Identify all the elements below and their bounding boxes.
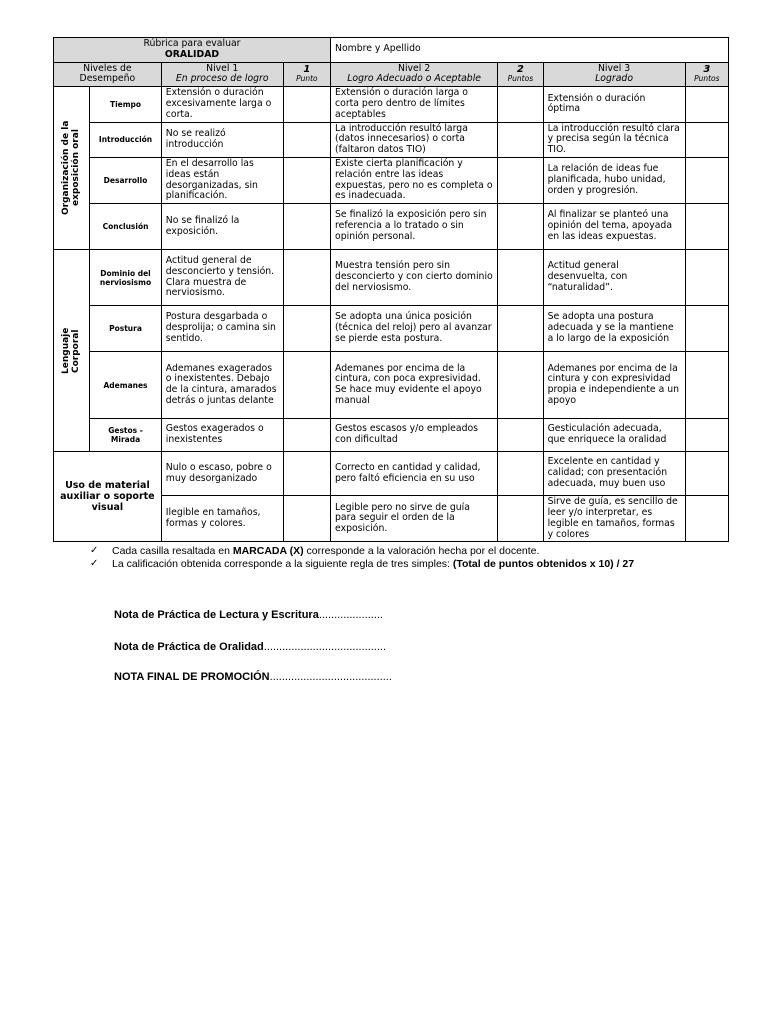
- rubric-title: [54, 38, 331, 63]
- score-box-nivel1[interactable]: [283, 157, 330, 203]
- nivel1-cell: En el desarrollo las ideas están desorganizadas, sin planificación.: [161, 157, 283, 203]
- final-line-oralidad: [114, 641, 386, 653]
- name-field[interactable]: [331, 38, 729, 63]
- note-text: [112, 545, 539, 558]
- nivel1-points-unit: Punto: [296, 74, 318, 84]
- table-row: [54, 157, 729, 203]
- score-box-nivel1[interactable]: [283, 87, 330, 122]
- nivel1-points: [283, 62, 330, 87]
- final-line-lectura: [114, 609, 383, 621]
- nivel1-cell: Postura desgarbada o desprolija; o camina sin sentido.: [161, 306, 283, 352]
- score-box-nivel2[interactable]: [498, 306, 543, 352]
- nivel1-points-num: 1: [303, 64, 311, 76]
- criterion-label: Conclusión: [90, 204, 162, 250]
- nivel2-desc: Logro Adecuado o Aceptable: [347, 73, 481, 85]
- note1-post: corresponde a la valoración hecha por el docente.: [303, 545, 540, 557]
- category-lenguaje-label: Lenguaje Corporal: [60, 327, 81, 374]
- nivel3-desc: Logrado: [595, 73, 634, 85]
- nivel2-label: Nivel 2: [398, 62, 431, 74]
- nivel1-desc: En proceso de logro: [175, 73, 269, 85]
- nivel2-points-unit: Puntos: [507, 74, 534, 84]
- rubric-title-line2: ORALIDAD: [164, 48, 220, 60]
- promocion-dots[interactable]: ........................................: [269, 671, 392, 683]
- score-box-nivel1[interactable]: [283, 452, 330, 496]
- score-box-nivel3[interactable]: [685, 352, 728, 419]
- nivel3-cell: La introducción resultó clara y precisa según la técnica TIO.: [543, 122, 685, 157]
- nivel2-cell: La introducción resultó larga (datos innecesarios) o corta (faltaron datos TIO): [331, 122, 498, 157]
- table-row: [54, 452, 729, 496]
- final-line-promocion: [114, 671, 392, 683]
- nivel3-cell: Extensión o duración óptima: [543, 87, 685, 122]
- score-box-nivel3[interactable]: [685, 157, 728, 203]
- table-row: [54, 419, 729, 452]
- nivel2-cell: Muestra tensión pero sin desconcierto y con cierto dominio del nerviosismo.: [331, 250, 498, 306]
- score-box-nivel1[interactable]: [283, 496, 330, 542]
- nivel2-cell: Legible pero no sirve de guía para seguir el orden de la exposición.: [331, 496, 498, 542]
- note1-pre: Cada casilla resaltada en: [112, 545, 233, 557]
- niveles-header: Niveles de Desempeño: [54, 62, 162, 87]
- nivel3-cell: Al finalizar se planteó una opinión del tema, apoyada en las ideas expuestas.: [543, 204, 685, 250]
- table-row: [54, 204, 729, 250]
- score-box-nivel3[interactable]: [685, 250, 728, 306]
- rubric-table: [53, 37, 729, 542]
- nivel2-cell: Extensión o duración larga o corta pero dentro de límites aceptables: [331, 87, 498, 122]
- note-item: [90, 545, 740, 558]
- criterion-label: Introducción: [90, 122, 162, 157]
- oralidad-dots[interactable]: ........................................: [263, 641, 387, 653]
- table-row: [54, 352, 729, 419]
- nivel3-cell: Sirve de guía, es sencillo de leer y/o interpretar, es legible en tamaños, formas y colores: [543, 496, 685, 542]
- nivel2-cell: Existe cierta planificación y relación entre las ideas expuestas, pero no es completa o es inadecuada.: [331, 157, 498, 203]
- criterion-label: Dominio del nerviosismo: [90, 250, 162, 306]
- category-organizacion-label: Organización de la exposición oral: [60, 120, 81, 216]
- nivel1-cell: Gestos exagerados o inexistentes: [161, 419, 283, 452]
- criterion-label: Postura: [90, 306, 162, 352]
- nivel2-cell: Se finalizó la exposición pero sin referencia a lo tratado o sin opinión personal.: [331, 204, 498, 250]
- note2-bold: (Total de puntos obtenidos x 10) / 27: [452, 557, 635, 570]
- score-box-nivel2[interactable]: [498, 352, 543, 419]
- promocion-label: NOTA FINAL DE PROMOCIÓN: [114, 671, 270, 683]
- score-box-nivel1[interactable]: [283, 419, 330, 452]
- oralidad-label: Nota de Práctica de Oralidad: [114, 641, 264, 653]
- score-box-nivel2[interactable]: [498, 496, 543, 542]
- category-material: Uso de material auxiliar o soporte visual: [54, 452, 162, 542]
- score-box-nivel2[interactable]: [498, 452, 543, 496]
- nivel2-points: [498, 62, 543, 87]
- name-label: Nombre y Apellido: [335, 43, 421, 55]
- score-box-nivel3[interactable]: [685, 87, 728, 122]
- table-row: [54, 87, 729, 122]
- nivel3-cell: Excelente en cantidad y calidad; con presentación adecuada, muy buen uso: [543, 452, 685, 496]
- nivel1-cell: Ademanes exagerados o inexistentes. Debajo de la cintura, amarados detrás o juntas delante: [161, 352, 283, 419]
- score-box-nivel1[interactable]: [283, 306, 330, 352]
- nivel3-header: [543, 62, 685, 87]
- nivel2-cell: Correcto en cantidad y calidad, pero faltó eficiencia en su uso: [331, 452, 498, 496]
- nivel1-cell: No se realizó introducción: [161, 122, 283, 157]
- score-box-nivel2[interactable]: [498, 250, 543, 306]
- nivel1-cell: No se finalizó la exposición.: [161, 204, 283, 250]
- table-row: [54, 306, 729, 352]
- score-box-nivel1[interactable]: [283, 122, 330, 157]
- score-box-nivel1[interactable]: [283, 250, 330, 306]
- checkmark-icon: ✓: [90, 557, 99, 569]
- nivel2-cell: Se adopta una única posición (técnica del reloj) pero al avanzar se pierde esta postura.: [331, 306, 498, 352]
- score-box-nivel3[interactable]: [685, 204, 728, 250]
- table-row: [54, 122, 729, 157]
- score-box-nivel2[interactable]: [498, 157, 543, 203]
- score-box-nivel3[interactable]: [685, 496, 728, 542]
- nivel3-cell: Se adopta una postura adecuada y se la mantiene a lo largo de la exposición: [543, 306, 685, 352]
- lectura-label: Nota de Práctica de Lectura y Escritura: [114, 609, 319, 621]
- criterion-label: Gestos - Mirada: [90, 419, 162, 452]
- score-box-nivel2[interactable]: [498, 122, 543, 157]
- nivel2-cell: Ademanes por encima de la cintura, con poca expresividad. Se hace muy evidente el apoyo manual: [331, 352, 498, 419]
- score-box-nivel3[interactable]: [685, 122, 728, 157]
- category-lenguaje: [54, 250, 90, 452]
- notes: [90, 545, 740, 570]
- nivel3-points-num: 3: [703, 64, 711, 76]
- score-box-nivel2[interactable]: [498, 87, 543, 122]
- nivel2-cell: Gestos escasos y/o empleados con dificultad: [331, 419, 498, 452]
- note2-pre: La calificación obtenida corresponde a la siguiente regla de tres simples:: [112, 557, 453, 570]
- nivel3-cell: La relación de ideas fue planificada, hubo unidad, orden y progresión.: [543, 157, 685, 203]
- nivel3-cell: Gesticulación adecuada, que enriquece la oralidad: [543, 419, 685, 452]
- nivel2-points-num: 2: [516, 64, 524, 76]
- score-box-nivel2[interactable]: [498, 204, 543, 250]
- nivel3-points-unit: Puntos: [694, 74, 720, 84]
- nivel1-label: Nivel 1: [206, 62, 239, 74]
- criterion-label: Ademanes: [90, 352, 162, 419]
- note-text: [112, 558, 634, 571]
- score-box-nivel2[interactable]: [498, 419, 543, 452]
- note1-bold: MARCADA (X): [232, 545, 304, 557]
- criterion-label: Tiempo: [90, 87, 162, 122]
- score-box-nivel1[interactable]: [283, 204, 330, 250]
- rubric-title-line1: Rúbrica para evaluar: [143, 38, 241, 49]
- nivel1-cell: Ilegible en tamaños, formas y colores.: [161, 496, 283, 542]
- score-box-nivel1[interactable]: [283, 352, 330, 419]
- nivel3-cell: Ademanes por encima de la cintura y con expresividad propia e independiente a un apoyo: [543, 352, 685, 419]
- checkmark-icon: ✓: [90, 545, 99, 556]
- nivel3-points: [685, 62, 728, 87]
- nivel1-cell: Nulo o escaso, pobre o muy desorganizado: [161, 452, 283, 496]
- note-item: [90, 558, 740, 571]
- score-box-nivel3[interactable]: [685, 306, 728, 352]
- score-box-nivel3[interactable]: [685, 452, 728, 496]
- table-row: [54, 250, 729, 306]
- nivel1-cell: Actitud general de desconcierto y tensión. Clara muestra de nerviosismo.: [161, 250, 283, 306]
- nivel1-header: [161, 62, 283, 87]
- category-organizacion: [54, 87, 90, 250]
- lectura-dots[interactable]: .....................: [318, 609, 383, 621]
- nivel3-cell: Actitud general desenvuelta, con “naturalidad”.: [543, 250, 685, 306]
- nivel3-label: Nivel 3: [597, 62, 631, 74]
- score-box-nivel3[interactable]: [685, 419, 728, 452]
- nivel1-cell: Extensión o duración excesivamente larga o corta.: [161, 87, 283, 122]
- nivel2-header: [331, 62, 498, 87]
- criterion-label: Desarrollo: [90, 157, 162, 203]
